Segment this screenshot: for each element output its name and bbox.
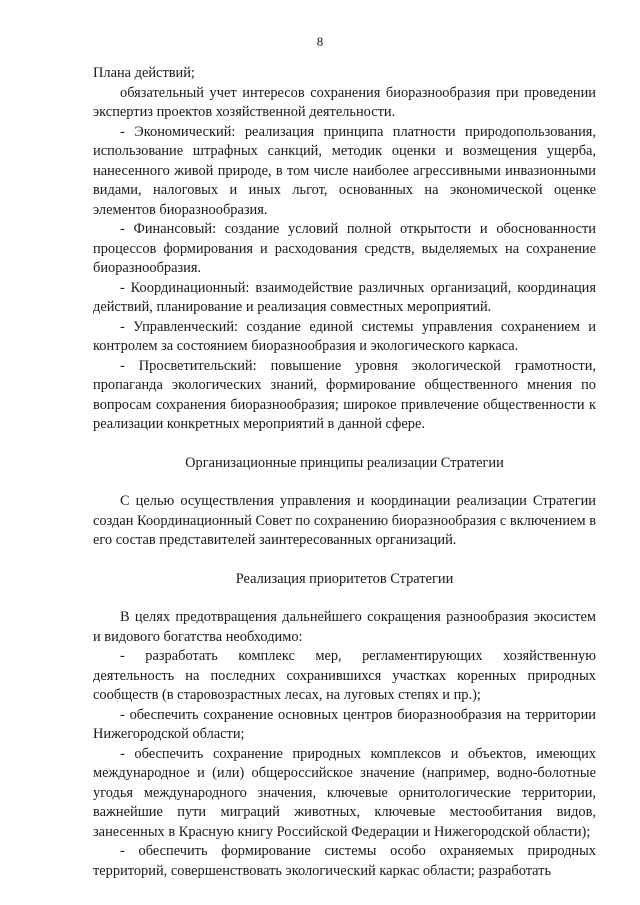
paragraph: Плана действий; — [93, 65, 195, 81]
spacer — [93, 589, 596, 608]
page-number: 8 — [316, 34, 324, 49]
paragraph: - Экономический: реализация принципа платности природопользования, использование штрафных санкций, методик оценки и возмещения ущерба, нанесенного живой природе, в том числе наиболее агрессивными инвазионными видами, налоговых и иных льгот, основанных на экономической оценке элементов биоразнообразия. — [93, 123, 596, 218]
paragraph: - Управленческий: создание единой системы управления сохранением и контролем за состоянием биоразнообразия и экологического каркаса. — [93, 318, 596, 354]
paragraph: - Просветительский: повышение уровня экологической грамотности, пропаганда экологических знаний, формирование общественного мнения по вопросам сохранения биоразнообразия; широкое привлечение общественности к реализации конкретных мероприятий в данной сфере. — [93, 357, 596, 432]
paragraph: - Финансовый: создание условий полной открытости и обоснованности процессов формирования и расходования средств, выделяемых на сохранение биоразнообразия. — [93, 221, 596, 276]
paragraph: - обеспечить сохранение природных комплексов и объектов, имеющих международное и (или) общероссийское значение (например, водно-болотные угодья международного значения, ключевые орнитологические территории, важнейшие пути миграций животных, ключевые местообитания видов, занесенных в Красную книгу Российской Федерации и Нижегородской области); — [93, 745, 596, 840]
section-heading: Организационные принципы реализации Стратегии — [185, 454, 504, 471]
paragraph: - обеспечить сохранение основных центров биоразнообразия на территории Нижегородской области; — [93, 706, 596, 742]
spacer — [93, 551, 596, 570]
paragraph: В целях предотвращения дальнейшего сокращения разнообразия экосистем и видового богатства необходимо: — [93, 609, 596, 645]
paragraph: обязательный учет интересов сохранения биоразнообразия при проведении экспертиз проектов хозяйственной деятельности. — [93, 84, 596, 120]
spacer — [93, 473, 596, 492]
paragraph: - обеспечить формирование системы особо охраняемых природных территорий, совершенствовать экологический каркас области; разработать — [93, 843, 596, 879]
spacer — [93, 435, 596, 454]
paragraph: - разработать комплекс мер, регламентирующих хозяйственную деятельность на последних сохранившихся участках коренных природных сообществ (в старовозрастных лесах, на луговых степях и пр.); — [93, 648, 596, 703]
paragraph: С целью осуществления управления и координации реализации Стратегии создан Координационный Совет по сохранению биоразнообразия с включением в его состав представителей заинтересованных организаций. — [93, 493, 596, 548]
paragraph: - Координационный: взаимодействие различных организаций, координация действий, планирование и реализация совместных мероприятий. — [93, 279, 596, 315]
document-body — [93, 64, 596, 881]
section-heading: Реализация приоритетов Стратегии — [235, 570, 454, 587]
